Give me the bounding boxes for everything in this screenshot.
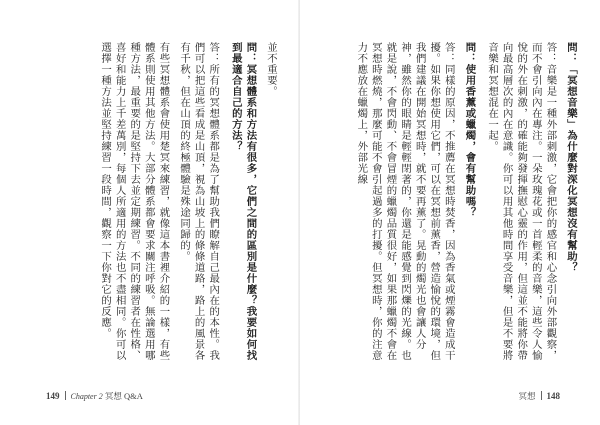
page-number: 149 <box>46 391 60 401</box>
section-label: 冥想 <box>518 391 536 401</box>
answer-meditation-systems-continued: 有些冥想體系會使用楚冥來練習，就像這本書裡介紹的一樣，有些體系則使用其他方法。大部分體系都會要求關注呼吸。無論選用哪種方法，最重要的是堅持下去並定期練習。不同的練習者在性格、喜好和能力上千差萬別，每個人所適用的方法也不盡相同。你可以選擇一種方法並堅持練習一段時間，觀察一下你對它的反應。 <box>99 42 170 361</box>
question-incense-candles: 問：使用香薰或蠟燭，會有幫助嗎？ <box>463 42 476 218</box>
left-page-footer <box>46 390 143 402</box>
question-meditation-music: 問：「冥想音樂」為什麼對深化冥想沒有幫助？ <box>565 42 577 273</box>
answer-continuation: 並不重要。 <box>265 42 277 97</box>
chapter-label: Chapter 2 <box>70 392 103 401</box>
page-number: 148 <box>546 391 560 401</box>
footer-divider <box>65 391 66 400</box>
footer-divider <box>541 391 542 400</box>
left-page-text <box>40 42 278 362</box>
right-page-text <box>355 42 578 362</box>
answer-meditation-systems: 答：所有的冥想體系都是為了幫助我們瞭解自己最內在的本性。我們可以把這些看成是山頂，視為山坡上的條條道路，路上的風景各有千秋，但在山頂的終極體驗是殊途同歸的。 <box>178 42 220 361</box>
answer-incense-candles: 答：同樣的原因，不推薦在冥想時焚香，因為香氣或煙霧會造成干擾。如果你想使用它們，可以在冥想前薰香，營造愉悅的環境，但我們建議在開始冥想時，就不要再薰了。晃動的燭光也會讓人分神，雖然你的眼睛是輕輕閉著的，你還是能感覺到閃爍的光線。也就是說，不會閃動、不會冒煙的蠟燭品質很好，如果那蠟燭不會在冥想時燃燒，那麼可能不會引起過多的打擾。但冥想時，你的注意力不應放在蠟燭上，外部光線 <box>355 42 455 361</box>
right-page <box>300 0 600 425</box>
answer-meditation-music: 答：音樂是一種外部刺激，它會把你的感官和心念引向外部觀察，而不會引向內在專注。一朵玫瑰花或一首輕柔的音樂，這些令人愉悅的外在刺激，的確能夠發揮撫慰心靈的作用，但這並不能將你帶向最高層次的內在意識。你可以用其他時間享受音樂，但是不要將音樂和冥想混在一起。 <box>486 42 557 361</box>
right-page-footer <box>518 390 560 402</box>
question-meditation-systems: 問：冥想體系和方法有很多，它們之間的區別是什麼？我要如何找到最適合自己的方法？ <box>229 42 257 361</box>
section-label: 冥想 Q&A <box>104 391 143 401</box>
